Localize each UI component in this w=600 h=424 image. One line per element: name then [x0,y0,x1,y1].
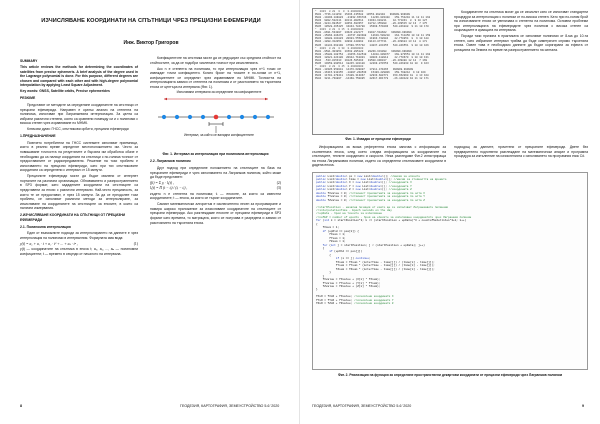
section-2-1-heading: 2.1. Полиномна интерполация [20,224,71,229]
code-line: { [316,222,318,226]
figure-1-top-label: Използвани интервали за определяне на коефициентите [176,90,262,95]
section-1-heading: 1.ПРЕДНАЗНАЧЕНИЕ [20,134,56,139]
code-line: } [316,274,325,278]
sp3-row: PG01 -7736.111250 15466.135582 19553.092192 999999.999999 [315,13,410,17]
journal-name-right: ГЕОДЕЗИЯ, КАРТОГРАФИЯ, ЗЕМЕУСТРОЙСТВО 5-6 '2020 [312,404,412,408]
code-line: } [316,271,331,275]
paragraph-2: Прецизните ефемериди могат да бъдат свалени от интернет порталите на различни организации. Обновяването и разпространението в SP3 формат, като зададените координати на спътниците са представени за епохи с различни интервали. Най-често прецизность, за които те се предоставят, е през 15 минути. За да се преодолее този проблем, се използват различни методи за интерполиране, за изчисляване на координатите на спътниците за епохите, в които са налични измервания. [20,174,138,211]
section-2-heading: 2.ИЗЧИСЛЯВАНЕ КООРДИНАТИ НА СПЪТНИЦИ ОТ ПРЕЦИЗНИ ЕФЕМЕРИДИ [20,213,126,222]
code-line: fXsO = fXsO + fXvalue; //изчислени координати X [316,295,394,299]
sp3-row: PG03 9802.522111 20111.008514 13934.601211 42.771031 8 9 10 127 [315,19,428,23]
summary-heading: SUMMARY [20,58,38,63]
equation-1-number: (1) [133,242,138,247]
code-line: fXsum = 1; [316,226,340,230]
table-caption: Фиг. 1. Извадка от прецизни ефемериди [345,137,411,141]
journal-name-left: ГЕОДЕЗИЯ, КАРТОГРАФИЯ, ЗЕМЕУСТРОЙСТВО 5-6 '2020 [180,404,280,408]
code-line: //epData - брой на точките за използване [316,212,383,216]
code-line: for (int k = startPosition*3; k <= (startPosition + epData)*3 + countofSatellites*3+1; k++) [316,219,467,223]
sp3-row: PG01 -8691.534007 13623.222177 19917.518662 999999.999999 [315,31,412,35]
equation-2-number: (2) [276,181,281,186]
right-paragraph-1: Координатите на спътника могат да се изчислят като се използват стандартни процедури за интерполация с полином от по-висока степен. Като при по-голям брой на използваните епохи се увеличава и степента на полинома. Основни проблеми при интерполацията на ефемеридите чрез полином с висока степен са осцилациите в краищата на интервала. [454,10,588,33]
right-page [300,0,600,424]
figure-1 [150,91,281,149]
sp3-row: PG03 12021.224180 20942.710001 10003.118812 42.770670 8 10 10 131 [315,55,429,59]
sp3-row: PG04 3211.738807 -14468.750085 22617.961778 -26.440128 10 11 12 171 [315,77,429,81]
code-line: fXvalue = fXvalue + (X[i] * fXsum); [316,278,381,282]
code-line: public List<double> px = new List<double>(); //масив за епохите [316,174,421,178]
code-line: //nofEP = number of epochs - брой на епохите за използване координатите чрез Лагранжов полином [316,215,472,219]
sp3-row: PG01 -9581.303854 11562.895120 20269.631098 999999.999999 [315,49,412,53]
code-line: fZsum = fZsum * (interTime - time[j]) / (time[i] - time[j]); [316,267,435,271]
equation-3-text: lᵢ(t) = Π (t − tⱼ) / (tᵢ − tⱼ) , [150,186,188,191]
code-line: for (int j = startPosition; j < (startPosition + epData); j++) [322,243,425,247]
code-line: public List<double> X = new List<double>(); //координата X [316,181,412,185]
code-line: fYsum = 1; [316,236,346,240]
code-line: fYsum = fYsum * (interTime - time[j]) / (time[i] - time[j]); [316,264,435,268]
code-line: { [316,247,325,251]
summary-text: This article reviews the methods for determining the coordinates of satellites from precise ephemeris. A brief analysis of the degree used in the Lagrange polynomial is done. For this purpose, different degrees are chosen and compared with each other and with high-degree polynomial interpolation by applying Least Square Adjustment. [20,65,138,88]
sp3-row: PG04 -1898.312054 18990.120092 19113.077721 -26.439624 13 12 8 171 [315,40,428,44]
sp3-row: PG01 -10385.950041 14476.689007 17811.479465 999999.999999 [315,67,414,71]
left-column-1 [20,56,138,258]
article-title: ИЗЧИСЛЯВАНЕ КООРДИНАТИ НА СПЪТНИЦИ ЧРЕЗ ПРЕЦИЗНИ ЕФЕМЕРИДИ [41,18,261,24]
equation-2-text: f(t) = Σ yᵢ · lᵢ(t) , [150,181,174,186]
code-line: if (epOld == pos[j]) [329,250,363,254]
code-line: //startPosition - начална позиция от която ще се използват Лагранжовите полиноми [316,205,449,209]
right-paragraph-2: Поради тази причина в практиката се използват полиноми от 8-ма до 10-та степен, като избраният интервал трябва да бъде симетричен спрямо търсената епоха. Освен това е необходимо данните да бъдат коригирани за ефекта от ротацията на Земята по време на разпространението на сигнала. [454,34,588,52]
sp3-ephemeris-table [312,8,444,135]
code-line: public List<double> Y = new List<double>(); //координата Y [316,184,412,188]
code-line: double fZvalue = 0; //стойност пресметната за координата по оста Z [316,198,425,202]
code-caption: Фиг. 2. Реализация на функция за определяне пространствени декартови координати от прецизни ефемериди чрез Лагранжов полином [337,373,563,377]
code-line: fYvalue = fYvalue + (Y[i] * fYsum); [316,281,381,285]
sp3-row: * 2003 8 28 0 0 0.00000000 [315,10,364,13]
figure-1-caption: Фиг. 1. Интервал за интерполация при полиномна интерполация [162,152,269,157]
sp3-row: * 2003 8 28 0 45 0.00000000 [315,64,364,68]
col2-paragraph-1: Коефициентите на спътника могат да се редуцират със средната стойност на стойностите, за да се подобри числената точност при изчисленията. [150,56,281,65]
left-column-2 [150,56,281,227]
equation-3-number: (3) [276,186,281,191]
right-intro-left [312,145,446,169]
code-line: { [316,253,331,257]
right-intro-right [454,145,588,160]
sp3-row: PG03 10888.101883 20601.555019 11993.742004 42.770854 8 9 10 128 [315,37,429,41]
code-line: double fXvalue = 0; //стойност пресметната за координата по оста X [316,191,425,195]
code-line: fXsum = fXsum * (interTime - time[j]) / (time[i] - time[j]); [316,260,435,264]
code-line: if (epOld == pos[k]) { [322,229,359,233]
sp3-row: PG05 10528.465425 16834.784780 15699.574096 549.846288 9 11 10 170 [315,25,429,29]
col2-paragraph-4: където n е степента на полинома; tᵢ — епохите, за които са известни координатите; t — епоха, за която се търсят координатите. [150,191,281,201]
sp3-row: PG02 -16315.910155 -18007.268533 15403.229006 159.798212 9 10 169 [315,70,426,74]
keywords-en: Key words: GNSS, Satellite orbits, Precise ephemerides [20,89,110,94]
col2-paragraph-2: Ако n е степента на полинома, то при интерполация чрез n+1 точки се извеждат точни коефициенти. Когато броят на точките е по-голям от n+1, коефициентите се определят чрез изравняване по МНМК. Точността на интерполацията зависи от степента на полинома и от разстоянието на търсената епоха от центъра на интервала (Фиг. 1). [150,66,281,89]
sp3-row: PG02 -15880.108754 -19456.612510 14018.009977 168.870551 10 11 11 162 [315,52,431,56]
code-line: fZsO = fZsO + fZvalue; //изчислени координати Z [316,302,394,306]
sp3-row: PG02 -14096.189883 -21932.656786 11236.003428 159.754210 11 12 11 162 [315,16,431,20]
section-2-2-heading: 2.2. Лагранжов полином [150,159,191,164]
code-line: fYsO = fYsO + fYvalue; //изчислени координати Y [316,298,394,302]
paragraph-3: Един от възможните подходи за интерполирането на данните е чрез интерполация на полиноми в интервалния. Формулата има вида: [20,231,138,240]
sp3-row: PG02 -15066.286270 -20737.983388 12619.580210 164.711856 10 10 11 159 [315,34,431,38]
resume-heading: РЕЗЮМЕ [20,96,36,101]
figure-1-bottom-label: Интервал, за който се валидни коефициентите [184,133,254,138]
sp3-row: PG04 -3244.694527 18654.693357 18712.155880 -26.439515 12 13 7 175 [315,22,428,26]
intro-left-text: Информацията за всяка референтна епоха започва с информация за съответната епоха, след което следва информацията за координатите на спътниците, техните координати и скорости. Нека разгледаме Фиг.2 илюстрираща на епоха Лагранжовия полином, където са определени спътниковите координати в дадена епоха. [312,145,446,168]
code-line: public List<double> Z = new List<double>(); //координата Z [316,188,412,192]
code-line: } [316,288,318,292]
resume-text: Представят се методите за определяне координатите на спътници от прецизни ефемериди. Направен е кратък анализ на степента на полинома, използван при Лагранжевата интерполация. За целта са избрани различни степени, които са сравнени помежду си и с полиноми с висока степен чрез изравняване по МНМК. [20,102,138,126]
page-number-left: 8 [20,404,22,408]
equation-1-text: y(t) = a₀ + a₁ · t + a₂ · t² + ... + aₙ · tⁿ , [20,242,78,247]
sp3-row: PG05 13059.890514 18245.101120 12299.874553 549.846830 10 10 9 163 [315,61,429,65]
sp3-row: PG05 11834.662190 17590.557732 14037.223455 549.846551 9 10 10 166 [315,43,429,47]
paragraph-4: y(t) — координатите на спътника в епоха t; a₀, a₁, ..., aₙ — полиномни коефициенти; t — времето в секунди от началото на интервала. [20,247,138,256]
code-line: fZsum = 1; [316,240,346,244]
col2-paragraph-5: Самият математически алгоритъм е изключително лесен за програмиране и намира широко приложение за изчисляване координатите на спътниците от прецизни ефемериди. Ако разглеждаме епохите от прецизни ефемериди в SP3 формат като времена, то мaтрицата, която се получава е разредена и зависи от разстоянието на търсената епоха. [150,202,281,225]
code-line: if (i == j) continue; [335,257,371,261]
paragraph-1: Повечето потребители на ГНСС системите използват приемници, които в реално време определят местоположението им. Често за повишаване точността на резултатите и бързата им обработка обаче е необходимо да са налице координати на спътници с по-голяма точност от предоставяните от радиопредавателя. Решение на този проблем е използването на прецизни ефемериди, като при тях спътниковите координати са определени с интервал от 15 минути. [20,140,138,173]
sp3-row: * 2003 8 28 0 15 0.00000000 [315,28,364,32]
article-author: Инж. Виктор Григоров [123,40,179,46]
code-line: //interpolationTime - Epoch seconds on the day [316,209,392,213]
page-number-right: 9 [582,404,584,408]
code-line: public List<double> time = new List<double>(); //масив за стойността на времето [316,177,447,181]
sp3-row: * 2003 8 28 0 30 0.00000000 [315,46,364,50]
keywords-bg: Ключови думи: ГНСС, спътникови орбити, прецизни ефемериди [27,127,129,132]
sp3-row: PG04 -533.015313 19126.505493 19500.096017 -26.439888 12 12 7 169 [315,58,428,62]
code-line: fXsum = 1; [316,233,346,237]
sp3-row: PG03 11791.279411 17809.313067 12933.600771 159.652060 18 8 13 168 [315,73,429,77]
code-line: double fYvalue = 0; //стойност пресметната за координата по оста Y [316,195,425,199]
code-listing [312,172,588,370]
interval-diagram [150,91,281,149]
intro-right-text: подходящ за данните, прочетени от прецизните ефемериди. Двете без предварително подготвени разглеждане на математически апарат и програмна процедура за изпълнение на изчисленията с използването на програмния език C#. [454,145,588,159]
right-column-top [454,10,588,54]
col2-paragraph-3: Друг подход при определяне положението на спътниците на база на прецизните ефемериди е чрез използването на Лагранжов полином, който може да бъде представен: [150,166,281,180]
code-line: fZvalue = fZvalue + (Z[i] * fZsum); [316,285,381,288]
